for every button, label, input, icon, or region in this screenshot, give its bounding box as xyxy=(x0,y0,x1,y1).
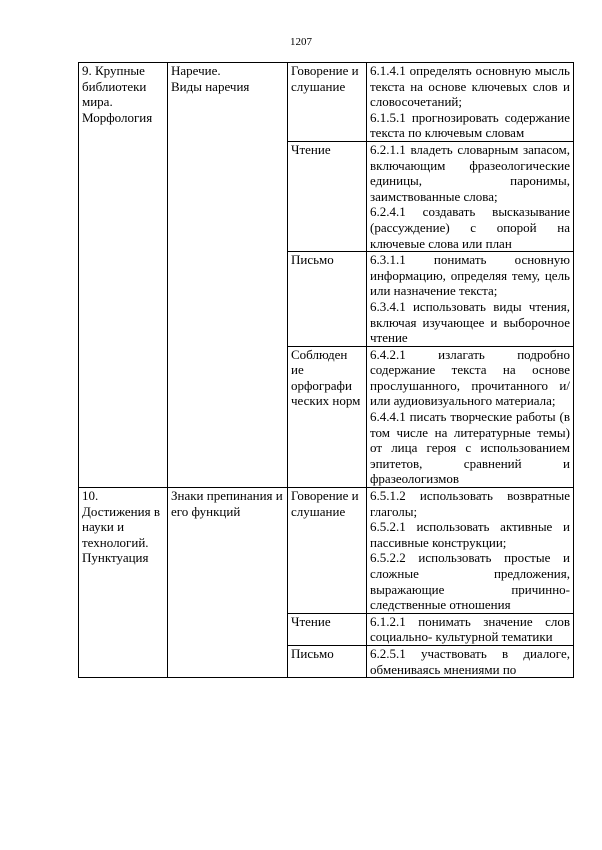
table-row xyxy=(79,63,574,142)
objectives-cell xyxy=(367,346,574,487)
topic-text: 9. Крупные библиотеки мира. Морфология xyxy=(82,63,153,125)
table-row xyxy=(79,488,574,614)
objective-text: 6.2.1.1 владеть словарным запасом, включающим фразеологические единицы, паронимы, заимствованные слова; xyxy=(370,141,570,204)
topic-cell xyxy=(79,488,168,678)
skill-cell xyxy=(288,613,367,645)
objective-text: 6.1.2.1 понимать значение слов социально- культурной тематики xyxy=(370,613,570,645)
skill-text: Соблюден ие орфографи ческих норм xyxy=(291,346,361,409)
objective-text: 6.3.4.1 использовать виды чтения, включая изучающее и выборочное чтение xyxy=(370,298,570,346)
topic-text: 10. Достижения в науки и технологий. Пунктуация xyxy=(82,488,160,566)
subtopic-text: Знаки препинания и его функций xyxy=(171,488,283,519)
skill-cell xyxy=(288,488,367,614)
objective-text: 6.2.4.1 создавать высказывание (рассуждение) с опорой на ключевые слова или план xyxy=(370,204,570,251)
objective-text: 6.2.5.1 участвовать в диалоге, обмениваясь мнениями по xyxy=(370,645,570,677)
skill-text: Письмо xyxy=(291,252,334,268)
objectives-cell xyxy=(367,645,574,677)
skill-text: Чтение xyxy=(291,613,331,629)
objective-text: 6.1.4.1 определять основную мысль текста на основе ключевых слов и словосочетаний; xyxy=(370,63,570,110)
objective-text: 6.1.5.1 прогнозировать содержание текста по ключевым словам xyxy=(370,109,570,141)
skill-text: Письмо xyxy=(291,645,334,661)
subtopic-text: Наречие. Виды наречия xyxy=(171,63,250,94)
skill-cell xyxy=(288,252,367,347)
topic-cell xyxy=(79,63,168,488)
page-number: 1207 xyxy=(290,36,312,48)
objective-text: 6.3.1.1 понимать основную информацию, определяя тему, цель или назначение текста; xyxy=(370,252,570,299)
skill-cell xyxy=(288,346,367,487)
skill-cell xyxy=(288,141,367,251)
skill-cell xyxy=(288,63,367,142)
skill-text: Чтение xyxy=(291,141,331,157)
skill-text: Говорение и слушание xyxy=(291,488,359,519)
objectives-cell xyxy=(367,488,574,614)
objectives-cell xyxy=(367,252,574,347)
subtopic-cell xyxy=(168,63,288,488)
objectives-cell xyxy=(367,63,574,142)
objective-text: 6.4.2.1 излагать подробно содержание текста на основе прослушанного, прочитанного и/или аудиовизуального материала; xyxy=(370,346,570,409)
objectives-cell xyxy=(367,141,574,251)
subtopic-cell xyxy=(168,488,288,678)
curriculum-table xyxy=(78,62,574,678)
objective-text: 6.5.2.1 использовать активные и пассивные конструкции; xyxy=(370,519,570,550)
objective-text: 6.5.1.2 использовать возвратные глаголы; xyxy=(370,488,570,519)
skill-cell xyxy=(288,645,367,677)
objectives-cell xyxy=(367,613,574,645)
objective-text: 6.4.4.1 писать творческие работы (в том числе на литературные темы) от лица героя с использованием эпитетов, сравнений и фразеологизмов xyxy=(370,409,570,487)
objective-text: 6.5.2.2 использовать простые и сложные предложения, выражающие причинно-следственные отношения xyxy=(370,550,570,613)
skill-text: Говорение и слушание xyxy=(291,63,359,94)
